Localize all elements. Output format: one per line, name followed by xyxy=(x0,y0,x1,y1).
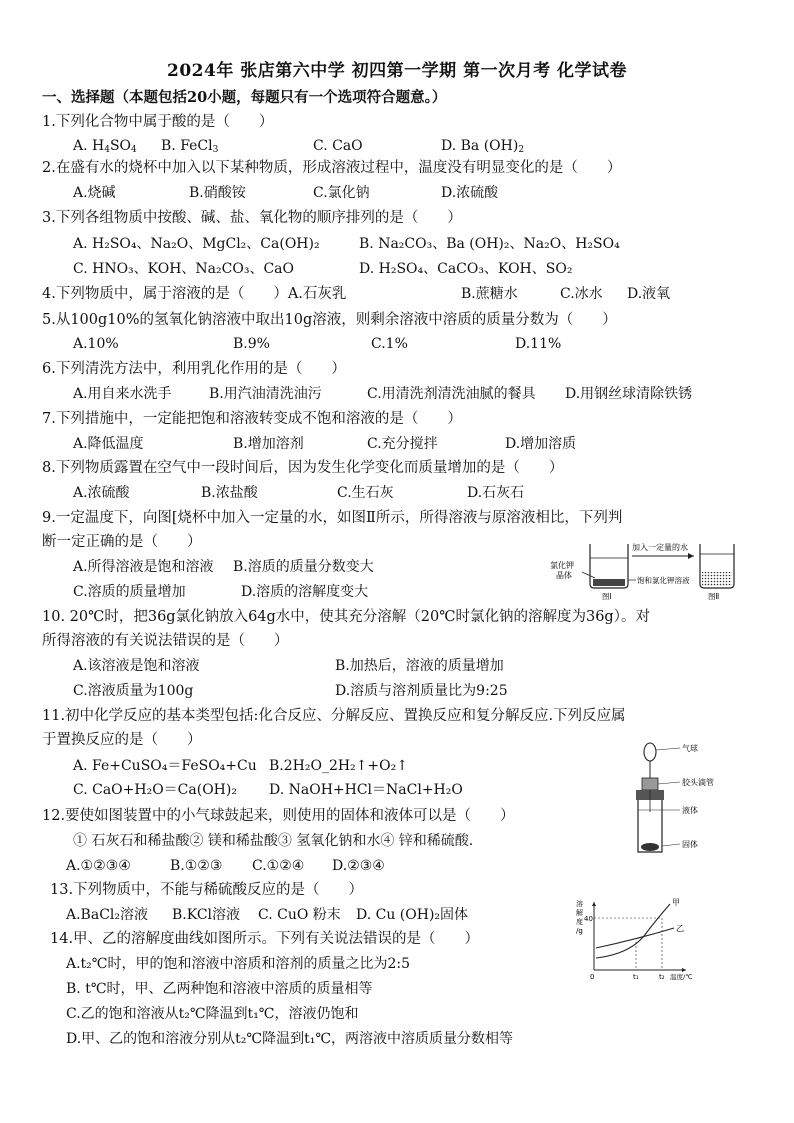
q10-option-b[interactable]: B.加热后，溶液的质量增加 xyxy=(335,658,504,674)
q14-curve-jia xyxy=(596,904,670,958)
q14-solubility-curve xyxy=(574,896,694,986)
q14-y40: 40 xyxy=(584,915,593,923)
q14-ylabel-3: 度 xyxy=(576,918,583,926)
q1-stem: 1.下列化合物中属于酸的是（ ） xyxy=(42,114,274,130)
q14-ylabel-1: 溶 xyxy=(576,900,583,908)
q9-stem-line1: 9.一定温度下，向图[烧杯中加入一定量的水，如图Ⅱ所示，所得溶液与原溶液相比，下列判 xyxy=(42,510,623,526)
q7-option-c[interactable]: C.充分搅拌 xyxy=(367,436,438,452)
q7-option-d[interactable]: D.增加溶质 xyxy=(505,436,577,452)
q12-fig-label-balloon: 气球 xyxy=(682,744,698,753)
q12-option-c[interactable]: C.①②④ xyxy=(252,858,305,874)
q5-option-a[interactable]: A.10% xyxy=(73,336,119,352)
q10-option-d[interactable]: D.溶质与溶剂质量比为9:25 xyxy=(335,683,508,699)
q13-option-d[interactable]: D. Cu (OH)₂固体 xyxy=(356,907,469,923)
q9-option-d[interactable]: D.溶质的溶解度变大 xyxy=(241,584,369,600)
q13-option-a[interactable]: A.BaCl₂溶液 xyxy=(66,907,148,923)
q13-option-b[interactable]: B.KCl溶液 xyxy=(172,907,241,923)
q2-stem: 2.在盛有水的烧杯中加入以下某种物质，形成溶液过程中，温度没有明显变化的是（ ） xyxy=(42,160,622,176)
q6-option-a[interactable]: A.用自来水洗手 xyxy=(73,386,172,402)
q13-stem: 13.下列物质中，不能与稀硫酸反应的是（ ） xyxy=(50,882,364,898)
q4-stem: 4.下列物质中，属于溶液的是（ ）A.石灰乳 xyxy=(42,286,347,302)
q11-option-b[interactable]: B.2H₂O_2H₂↑+O₂↑ xyxy=(269,758,408,774)
q12-balloon-icon xyxy=(644,743,656,761)
q9-option-a[interactable]: A.所得溶液是饱和溶液 xyxy=(73,559,214,575)
q3-option-b[interactable]: B. Na₂CO₃、Ba (OH)₂、Na₂O、H₂SO₄ xyxy=(359,236,620,252)
q3-option-a[interactable]: A. H₂SO₄、Na₂O、MgCl₂、Ca(OH)₂ xyxy=(73,236,320,252)
q12-stem: 12.要使如图装置中的小气球鼓起来，则使用的固体和液体可以是（ ） xyxy=(42,808,515,824)
q1-option-d[interactable]: D. Ba $(OH)_2$ xyxy=(441,138,525,155)
q11-option-c[interactable]: C. CaO+H₂O＝Ca(OH)₂ xyxy=(73,782,237,798)
q4-option-c[interactable]: C.冰水 xyxy=(560,286,603,302)
q9-fig-label-crystal: 晶体 xyxy=(556,571,572,580)
q6-option-b[interactable]: B.用汽油清洗油污 xyxy=(209,386,322,402)
q12-fig-label-liquid: 液体 xyxy=(682,806,698,815)
q12-solid-icon xyxy=(641,843,659,851)
q9-fig-label-arrow: 加入一定量的水 xyxy=(632,543,688,552)
q14-option-c[interactable]: C.乙的饱和溶液从t₂℃降温到t₁℃，溶液仍饱和 xyxy=(66,1006,359,1022)
q12-dropper-icon xyxy=(642,778,658,790)
q2-option-b[interactable]: B.硝酸铵 xyxy=(189,185,246,201)
q14-label-yi: 乙 xyxy=(676,924,684,933)
q10-option-c[interactable]: C.溶液质量为100g xyxy=(73,683,194,699)
q9-crystal-icon xyxy=(593,579,625,586)
q11-option-d[interactable]: D. NaOH+HCl＝NaCl+H₂O xyxy=(269,782,463,798)
q7-option-a[interactable]: A.降低温度 xyxy=(73,436,144,452)
q9-fig-label-kcl: 氯化钾 xyxy=(550,561,574,570)
q5-option-c[interactable]: C.1% xyxy=(371,336,408,352)
q6-option-c[interactable]: C.用清洗剂清洗油腻的餐具 xyxy=(367,386,536,402)
q10-option-a[interactable]: A.该溶液是饱和溶液 xyxy=(73,658,200,674)
q1-option-c[interactable]: C. CaO xyxy=(313,138,363,154)
q9-fig-caption-2: 图Ⅱ xyxy=(708,592,720,601)
q11-stem-line1: 11.初中化学反应的基本类型包括:化合反应、分解反应、置换反应和复分解反应.下列反应属 xyxy=(42,708,626,724)
q12-apparatus-figure xyxy=(620,740,720,860)
q1-option-a[interactable]: A. $H_4SO_4$ xyxy=(73,138,137,155)
exam-title: 2024年 张店第六中学 初四第一学期 第一次月考 化学试卷 xyxy=(167,61,627,81)
q13-option-c[interactable]: C. CuO 粉末 xyxy=(258,907,341,923)
q8-option-a[interactable]: A.浓硫酸 xyxy=(73,485,130,501)
q12-option-b[interactable]: B.①②③ xyxy=(170,858,223,874)
q8-option-d[interactable]: D.石灰石 xyxy=(467,485,525,501)
q8-stem: 8.下列物质露置在空气中一段时间后，因为发生化学变化而质量增加的是（ ） xyxy=(42,460,564,476)
q1-option-b[interactable]: B. FeCl$_3$ xyxy=(161,138,219,155)
q9-stem-line2: 断一定正确的是（ ） xyxy=(42,534,202,550)
q12-items: ① 石灰石和稀盐酸② 镁和稀盐酸③ 氢氧化钠和水④ 锌和稀硫酸. xyxy=(73,833,474,849)
q14-option-b[interactable]: B. t℃时，甲、乙两种饱和溶液中溶质的质量相等 xyxy=(66,981,373,997)
q9-beaker-figure xyxy=(548,532,738,602)
q8-option-c[interactable]: C.生石灰 xyxy=(337,485,394,501)
q10-stem-line2: 所得溶液的有关说法错误的是（ ） xyxy=(42,633,289,649)
q8-option-b[interactable]: B.浓盐酸 xyxy=(201,485,258,501)
q5-stem: 5.从100g10%的氢氧化钠溶液中取出10g溶液，则剩余溶液中溶质的质量分数为（ ） xyxy=(42,312,617,328)
q7-stem: 7.下列措施中，一定能把饱和溶液转变成不饱和溶液的是（ ） xyxy=(42,411,462,427)
q4-option-d[interactable]: D.液氧 xyxy=(627,286,671,302)
q12-option-d[interactable]: D.②③④ xyxy=(332,858,385,874)
q11-stem-line2: 于置换反应的是（ ） xyxy=(42,732,202,748)
q4-option-b[interactable]: B.蔗糖水 xyxy=(461,286,518,302)
q10-stem-line1: 10. 20℃时，把36g氯化钠放入64g水中，使其充分溶解（20℃时氯化钠的溶解度为36g）。对 xyxy=(42,609,650,625)
q9-option-c[interactable]: C.溶质的质量增加 xyxy=(73,584,186,600)
q14-yunit: /g xyxy=(576,927,583,935)
section-heading: 一、选择题（本题包括20小题，每题只有一个选项符合题意。） xyxy=(42,89,447,106)
q14-t1: t₁ xyxy=(633,973,639,981)
q9-fig-label-solution: 饱和氯化钾溶液 xyxy=(637,576,690,585)
q12-fig-label-solid: 固体 xyxy=(682,840,698,849)
q14-stem: 14.甲、乙的溶解度曲线如图所示。下列有关说法错误的是（ ） xyxy=(50,931,480,947)
q7-option-b[interactable]: B.增加溶剂 xyxy=(233,436,304,452)
q14-label-jia: 甲 xyxy=(672,898,680,907)
q5-option-b[interactable]: B.9% xyxy=(233,336,270,352)
q2-option-d[interactable]: D.浓硫酸 xyxy=(441,185,499,201)
q6-stem: 6.下列清洗方法中，利用乳化作用的是（ ） xyxy=(42,361,346,377)
q3-option-d[interactable]: D. H₂SO₄、CaCO₃、KOH、SO₂ xyxy=(359,261,573,277)
q9-option-b[interactable]: B.溶质的质量分数变大 xyxy=(233,559,374,575)
q9-fig-caption-1: 图Ⅰ xyxy=(602,592,612,601)
q6-option-d[interactable]: D.用钢丝球清除铁锈 xyxy=(565,386,693,402)
q2-option-a[interactable]: A.烧碱 xyxy=(73,185,116,201)
q14-origin: 0 xyxy=(590,973,595,981)
q2-option-c[interactable]: C.氯化钠 xyxy=(313,185,370,201)
q14-xlabel: 温度/℃ xyxy=(670,973,693,981)
q14-ylabel-2: 解 xyxy=(576,909,583,917)
q11-option-a[interactable]: A. Fe+CuSO₄＝FeSO₄+Cu xyxy=(73,758,257,774)
q14-option-a[interactable]: A.t₂℃时，甲的饱和溶液中溶质和溶剂的质量之比为2:5 xyxy=(66,956,410,972)
q14-option-d[interactable]: D.甲、乙的饱和溶液分别从t₂℃降温到t₁℃，两溶液中溶质质量分数相等 xyxy=(66,1031,513,1047)
q5-option-d[interactable]: D.11% xyxy=(515,336,562,352)
q14-t2: t₂ xyxy=(659,973,665,981)
q3-stem: 3.下列各组物质中按酸、碱、盐、氧化物的顺序排列的是（ ） xyxy=(42,210,462,226)
q12-option-a[interactable]: A.①②③④ xyxy=(66,858,131,874)
q12-fig-label-dropper: 胶头滴管 xyxy=(682,778,714,787)
q3-option-c[interactable]: C. HNO₃、KOH、Na₂CO₃、CaO xyxy=(73,261,294,277)
